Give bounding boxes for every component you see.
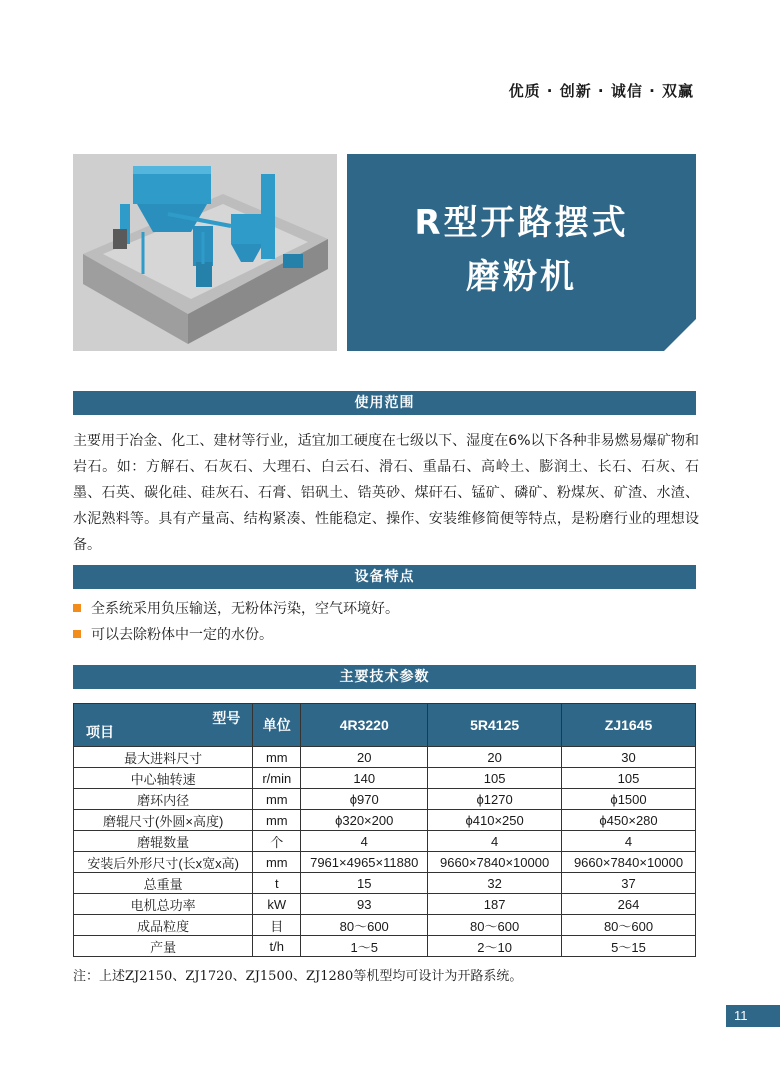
diagonal-header-cell: [74, 704, 253, 747]
spec-value-cell: 1～5: [301, 936, 428, 957]
product-title-line1: R型开路摆式: [414, 203, 629, 243]
spec-unit-cell: mm: [253, 747, 301, 768]
feature-item: 全系统采用负压输送，无粉体污染，空气环境好。: [73, 599, 399, 619]
spec-value-cell: 93: [301, 894, 428, 915]
spec-unit-cell: mm: [253, 810, 301, 831]
footnote: 注：上述ZJ2150、ZJ1720、ZJ1500、ZJ1280等机型均可设计为开路系统。: [73, 969, 523, 984]
spec-value-cell: 32: [428, 873, 562, 894]
spec-value-cell: 264: [562, 894, 696, 915]
spec-unit-cell: t: [253, 873, 301, 894]
spec-header-row: [74, 704, 696, 747]
spec-value-cell: 30: [562, 747, 696, 768]
spec-value-cell: 80～600: [428, 915, 562, 936]
spec-value-cell: 9660×7840×10000: [562, 852, 696, 873]
spec-value-cell: 37: [562, 873, 696, 894]
spec-item-cell: 磨辊尺寸(外圆×高度): [74, 810, 253, 831]
spec-value-cell: 4: [301, 831, 428, 852]
spec-value-cell: 20: [301, 747, 428, 768]
spec-row: [74, 873, 696, 894]
params-heading-bar: 主要技术参数: [73, 665, 696, 689]
spec-row: [74, 894, 696, 915]
slogan: 优质 · 创新 · 诚信 · 双赢: [508, 82, 694, 100]
spec-item-cell: 最大进料尺寸: [74, 747, 253, 768]
spec-value-cell: 9660×7840×10000: [428, 852, 562, 873]
spec-row: [74, 831, 696, 852]
spec-unit-cell: mm: [253, 852, 301, 873]
spec-value-cell: 7961×4965×11880: [301, 852, 428, 873]
spec-value-cell: ϕ450×280: [562, 810, 696, 831]
spec-row: [74, 936, 696, 957]
spec-value-cell: 4: [428, 831, 562, 852]
spec-item-cell: 总重量: [74, 873, 253, 894]
bullet-square-icon: [73, 604, 81, 612]
spec-table: [73, 703, 696, 957]
usage-heading-bar: 使用范围: [73, 391, 696, 415]
spec-value-cell: 80～600: [301, 915, 428, 936]
spec-value-cell: ϕ970: [301, 789, 428, 810]
spec-item-cell: 磨环内径: [74, 789, 253, 810]
unit-header: 单位: [253, 704, 301, 747]
spec-unit-cell: t/h: [253, 936, 301, 957]
spec-value-cell: 15: [301, 873, 428, 894]
page-number: 11: [726, 1005, 780, 1027]
spec-value-cell: 105: [562, 768, 696, 789]
spec-value-cell: ϕ410×250: [428, 810, 562, 831]
spec-value-cell: 5～15: [562, 936, 696, 957]
model-header: ZJ1645: [562, 704, 696, 747]
spec-item-cell: 安装后外形尺寸(长x宽x高): [74, 852, 253, 873]
spec-value-cell: ϕ320×200: [301, 810, 428, 831]
product-title-line2: 磨粉机: [466, 257, 577, 297]
spec-item-cell: 中心轴转速: [74, 768, 253, 789]
spec-value-cell: 140: [301, 768, 428, 789]
spec-value-cell: ϕ1270: [428, 789, 562, 810]
spec-value-cell: ϕ1500: [562, 789, 696, 810]
product-title-panel: [347, 154, 696, 351]
usage-paragraph: 主要用于冶金、化工、建材等行业，适宜加工硬度在七级以下、湿度在6%以下各种非易燃易爆矿物和岩石。如：方解石、石灰石、大理石、白云石、滑石、重晶石、高岭土、膨润土、长石、石灰、石墨、石英、碳化硅、硅灰石、石膏、铝矾土、锆英砂、煤矸石、锰矿、磷矿、粉煤灰、矿渣、水渣、水泥熟料等。具有产量高、结构紧凑、性能稳定、操作、安装维修简便等特点，是粉磨行业的理想设备。: [73, 433, 699, 553]
spec-unit-cell: kW: [253, 894, 301, 915]
mill-plant-image: [73, 154, 337, 351]
spec-value-cell: 2～10: [428, 936, 562, 957]
spec-unit-cell: r/min: [253, 768, 301, 789]
spec-row: [74, 747, 696, 768]
spec-row: [74, 915, 696, 936]
spec-item-cell: 电机总功率: [74, 894, 253, 915]
spec-value-cell: 4: [562, 831, 696, 852]
spec-row: [74, 852, 696, 873]
spec-value-cell: 80～600: [562, 915, 696, 936]
bullet-square-icon: [73, 630, 81, 638]
spec-value-cell: 20: [428, 747, 562, 768]
spec-row: [74, 789, 696, 810]
spec-unit-cell: mm: [253, 789, 301, 810]
feature-item: 可以去除粉体中一定的水份。: [73, 625, 273, 645]
spec-unit-cell: 个: [253, 831, 301, 852]
model-header: 5R4125: [428, 704, 562, 747]
spec-row: [74, 810, 696, 831]
spec-unit-cell: 目: [253, 915, 301, 936]
spec-value-cell: 187: [428, 894, 562, 915]
spec-item-cell: 产量: [74, 936, 253, 957]
features-heading-bar: 设备特点: [73, 565, 696, 589]
spec-item-cell: 磨辊数量: [74, 831, 253, 852]
model-label: 型号: [212, 710, 241, 726]
spec-value-cell: 105: [428, 768, 562, 789]
spec-item-cell: 成品粒度: [74, 915, 253, 936]
model-header: 4R3220: [301, 704, 428, 747]
spec-row: [74, 768, 696, 789]
item-label: 项目: [86, 724, 114, 740]
